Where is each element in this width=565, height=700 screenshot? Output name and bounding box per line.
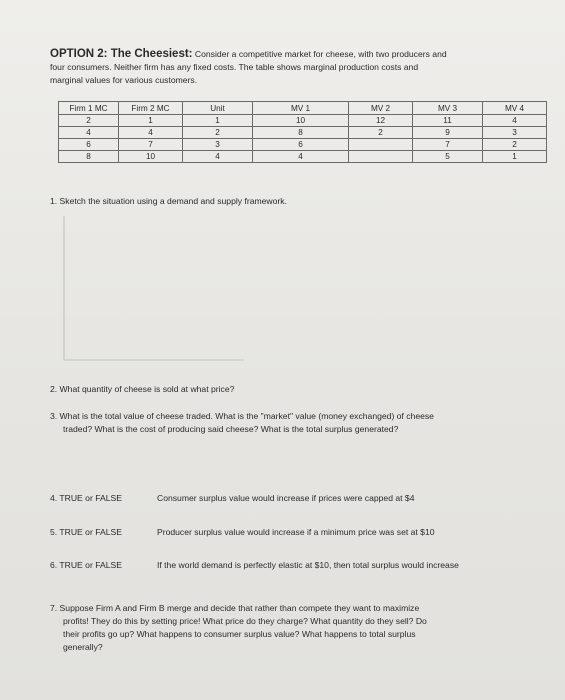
table-cell: 10: [119, 151, 183, 163]
intro-line-2: four consumers. Neither firm has any fixed costs. The table shows marginal production costs and: [50, 62, 419, 72]
table-cell: 4: [483, 115, 547, 127]
table-cell: 2: [483, 139, 547, 151]
table-row: [59, 115, 547, 127]
header-firm1-mc: Firm 1 MC: [59, 102, 119, 115]
question-6-statement: If the world demand is perfectly elastic at $10, then total surplus would increase: [157, 560, 459, 570]
table-cell: 1: [119, 115, 183, 127]
table-cell: 3: [183, 139, 253, 151]
table-cell: 2: [349, 127, 413, 139]
table-cell: 8: [253, 127, 349, 139]
question-3-line-2: traded? What is the cost of producing said cheese? What is the total surplus generated?: [63, 424, 399, 434]
table-cell: [349, 139, 413, 151]
header-mv3: MV 3: [413, 102, 483, 115]
table-cell: 2: [59, 115, 119, 127]
question-1: 1. Sketch the situation using a demand and supply framework.: [50, 196, 287, 206]
table-cell: 7: [119, 139, 183, 151]
table-row: [59, 127, 547, 139]
table-cell: 1: [183, 115, 253, 127]
question-5-statement: Producer surplus value would increase if a minimum price was set at $10: [157, 527, 435, 537]
table-cell: 12: [349, 115, 413, 127]
heading: [50, 48, 520, 87]
question-5-label: 5. TRUE or FALSE: [50, 527, 122, 537]
table-cell: 10: [253, 115, 349, 127]
table-cell: 4: [119, 127, 183, 139]
blank-graph-axes: [58, 212, 248, 368]
table-cell: 6: [253, 139, 349, 151]
question-7: [50, 602, 540, 654]
table-cell: [349, 151, 413, 163]
intro-line-3: marginal values for various customers.: [50, 75, 198, 85]
intro-line-1: Consider a competitive market for cheese, with two producers and: [194, 49, 447, 59]
table-cell: 11: [413, 115, 483, 127]
question-4-statement: Consumer surplus value would increase if prices were capped at $4: [157, 493, 415, 503]
question-7-line-2: profits! They do this by setting price! What price do they charge? What quantity do they sell? Do: [63, 616, 427, 626]
question-4-label: 4. TRUE or FALSE: [50, 493, 122, 503]
question-7-line-3: their profits go up? What happens to consumer surplus value? What happens to total surplus: [63, 629, 416, 639]
table-row: [59, 139, 547, 151]
header-mv1: MV 1: [253, 102, 349, 115]
table-cell: 8: [59, 151, 119, 163]
table-cell: 1: [483, 151, 547, 163]
table-row: [59, 151, 547, 163]
header-unit: Unit: [183, 102, 253, 115]
question-3-line-1: 3. What is the total value of cheese traded. What is the "market" value (money exchanged) of cheese: [50, 411, 434, 421]
question-7-line-4: generally?: [63, 642, 103, 652]
table-cell: 4: [183, 151, 253, 163]
table-cell: 4: [59, 127, 119, 139]
question-2: 2. What quantity of cheese is sold at what price?: [50, 384, 235, 394]
table-cell: 9: [413, 127, 483, 139]
cost-value-table: [58, 101, 547, 163]
header-mv2: MV 2: [349, 102, 413, 115]
table-cell: 2: [183, 127, 253, 139]
question-6-label: 6. TRUE or FALSE: [50, 560, 122, 570]
table-header-row: [59, 102, 547, 115]
question-7-line-1: 7. Suppose Firm A and Firm B merge and decide that rather than compete they want to maximize: [50, 603, 420, 613]
table-cell: 5: [413, 151, 483, 163]
question-3: [50, 410, 540, 436]
table-cell: 6: [59, 139, 119, 151]
header-mv4: MV 4: [483, 102, 547, 115]
table-cell: 7: [413, 139, 483, 151]
table-cell: 3: [483, 127, 547, 139]
header-firm2-mc: Firm 2 MC: [119, 102, 183, 115]
option-title: OPTION 2: The Cheesiest:: [50, 48, 193, 60]
table-cell: 4: [253, 151, 349, 163]
